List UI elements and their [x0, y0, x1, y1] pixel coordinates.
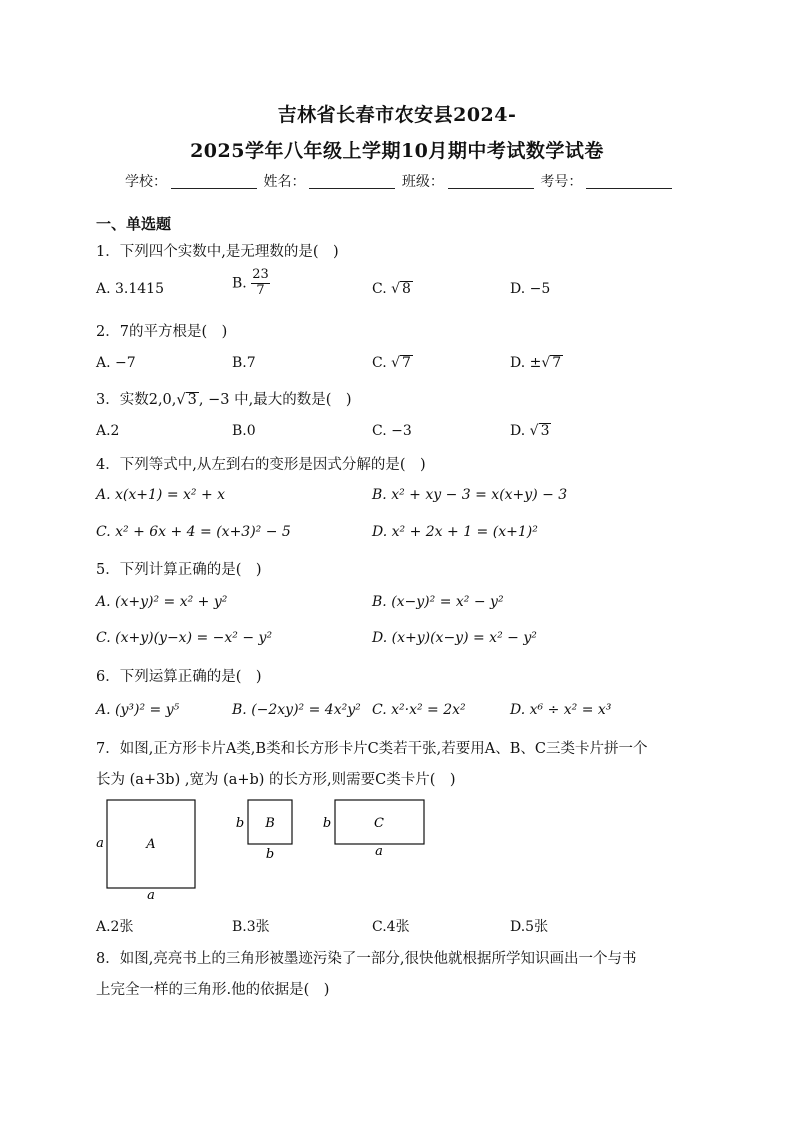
q3-option-d-label: D.: [510, 423, 530, 439]
q6-option-a[interactable]: A. (y³)² = y⁵: [96, 702, 180, 718]
question-4-stem: 4．下列等式中,从左到右的变形是因式分解的是( ): [96, 457, 426, 473]
q5-option-d[interactable]: D. (x+y)(x−y) = x² − y²: [372, 630, 537, 646]
question-7-stem-line1: 7．如图,正方形卡片A类,B类和长方形卡片C类若干张,若要用A、B、C三类卡片拼一个: [96, 741, 648, 757]
school-label: 学校：: [125, 174, 167, 190]
class-blank[interactable]: [448, 174, 534, 189]
question-7-stem-line2: 长为 (a+3b) ,宽为 (a+b) 的长方形,则需要C类卡片( ): [96, 772, 456, 788]
sqrt-radicand: 8: [402, 281, 411, 297]
card-c-side-bottom: a: [375, 844, 383, 859]
q1-option-b[interactable]: [232, 268, 270, 299]
card-a-label: A: [146, 837, 156, 852]
name-label: 姓名：: [263, 174, 306, 190]
card-b-label: B: [265, 816, 275, 831]
class-label: 班级：: [401, 174, 444, 190]
question-3-stem: 3．实数2,0,√ 3 , −3 中,最大的数是( ): [96, 392, 352, 408]
q3-option-a[interactable]: A.2: [96, 423, 120, 439]
q4-option-d[interactable]: D. x² + 2x + 1 = (x+1)²: [372, 524, 538, 540]
section-title: 一、单选题: [96, 215, 172, 233]
q7-option-d[interactable]: D.5张: [510, 919, 549, 935]
q4-option-c[interactable]: C. x² + 6x + 4 = (x+3)² − 5: [96, 524, 291, 540]
card-figure: [90, 795, 440, 905]
name-blank[interactable]: [309, 174, 395, 189]
q3-option-b[interactable]: B.0: [232, 423, 256, 439]
question-6-stem: 6．下列运算正确的是( ): [96, 669, 262, 685]
q3-option-c[interactable]: C. −3: [372, 423, 412, 439]
exam-title-line1: 吉林省长春市农安县2024-: [277, 104, 517, 126]
card-b-side-left: b: [235, 816, 245, 831]
q7-option-b[interactable]: B.3张: [232, 919, 270, 935]
q5-option-b[interactable]: B. (x−y)² = x² − y²: [372, 594, 504, 610]
q2-option-d-label: D. ±: [510, 355, 542, 371]
q2-option-c-label: C.: [372, 355, 392, 371]
id-blank[interactable]: [586, 174, 672, 189]
q6-option-c[interactable]: C. x²·x² = 2x²: [372, 702, 466, 718]
card-c-label: C: [374, 816, 384, 831]
q2-option-c[interactable]: C. √ 7: [372, 355, 411, 371]
card-a-side-left: a: [96, 836, 104, 851]
q7-option-a[interactable]: A.2张: [96, 919, 134, 935]
question-2-stem: 2．7的平方根是( ): [96, 324, 228, 340]
sqrt-radicand: 7: [402, 355, 411, 371]
q6-option-d[interactable]: D. x⁶ ÷ x² = x³: [510, 702, 612, 718]
q2-option-d[interactable]: D. ±√ 7: [510, 355, 562, 371]
question-8-stem-line1: 8．如图,亮亮书上的三角形被墨迹污染了一部分,很快他就根据所学知识画出一个与书: [96, 951, 637, 967]
question-5-stem: 5．下列计算正确的是( ): [96, 562, 262, 578]
q1-option-a[interactable]: A. 3.1415: [96, 281, 164, 297]
q2-option-a[interactable]: A. −7: [96, 355, 136, 371]
question-1-stem: 1．下列四个实数中,是无理数的是( ): [96, 244, 339, 260]
q4-option-a[interactable]: A. x(x+1) = x² + x: [96, 487, 226, 503]
q4-option-b[interactable]: B. x² + xy − 3 = x(x+y) − 3: [372, 487, 568, 503]
sqrt-radicand: 7: [552, 355, 562, 371]
q3-stem-part1: 3．实数2,0,: [96, 392, 177, 408]
card-c-side-left: b: [322, 816, 332, 831]
q3-stem-part2: , −3 中,最大的数是( ): [198, 392, 352, 408]
student-info-row: [125, 171, 674, 191]
question-8-stem-line2: 上完全一样的三角形.他的依据是( ): [96, 982, 330, 998]
fraction-numerator: 23: [252, 267, 269, 282]
q5-option-c[interactable]: C. (x+y)(y−x) = −x² − y²: [96, 630, 273, 646]
card-b-side-bottom: b: [265, 847, 275, 862]
sqrt-radicand: 3: [187, 392, 197, 408]
fraction-denominator: 7: [256, 282, 265, 298]
sqrt-radicand: 3: [540, 423, 550, 439]
q1-option-c[interactable]: C. √ 8: [372, 281, 411, 297]
id-label: 考号：: [540, 174, 583, 190]
q1-option-c-label: C.: [372, 281, 392, 297]
q6-option-b[interactable]: B. (−2xy)² = 4x²y²: [232, 702, 361, 718]
q3-option-d[interactable]: D. √ 3: [510, 423, 550, 439]
q1-option-b-fraction: [251, 268, 270, 299]
q2-option-b[interactable]: B.7: [232, 355, 256, 371]
card-a-side-bottom: a: [147, 888, 155, 903]
q1-option-b-label: B.: [232, 275, 247, 292]
school-blank[interactable]: [171, 174, 257, 189]
q1-option-d[interactable]: D. −5: [510, 281, 551, 297]
q5-option-a[interactable]: A. (x+y)² = x² + y²: [96, 594, 228, 610]
q7-option-c[interactable]: C.4张: [372, 919, 410, 935]
exam-title-line2: 2025学年八年级上学期10月期中考试数学试卷: [190, 140, 604, 162]
